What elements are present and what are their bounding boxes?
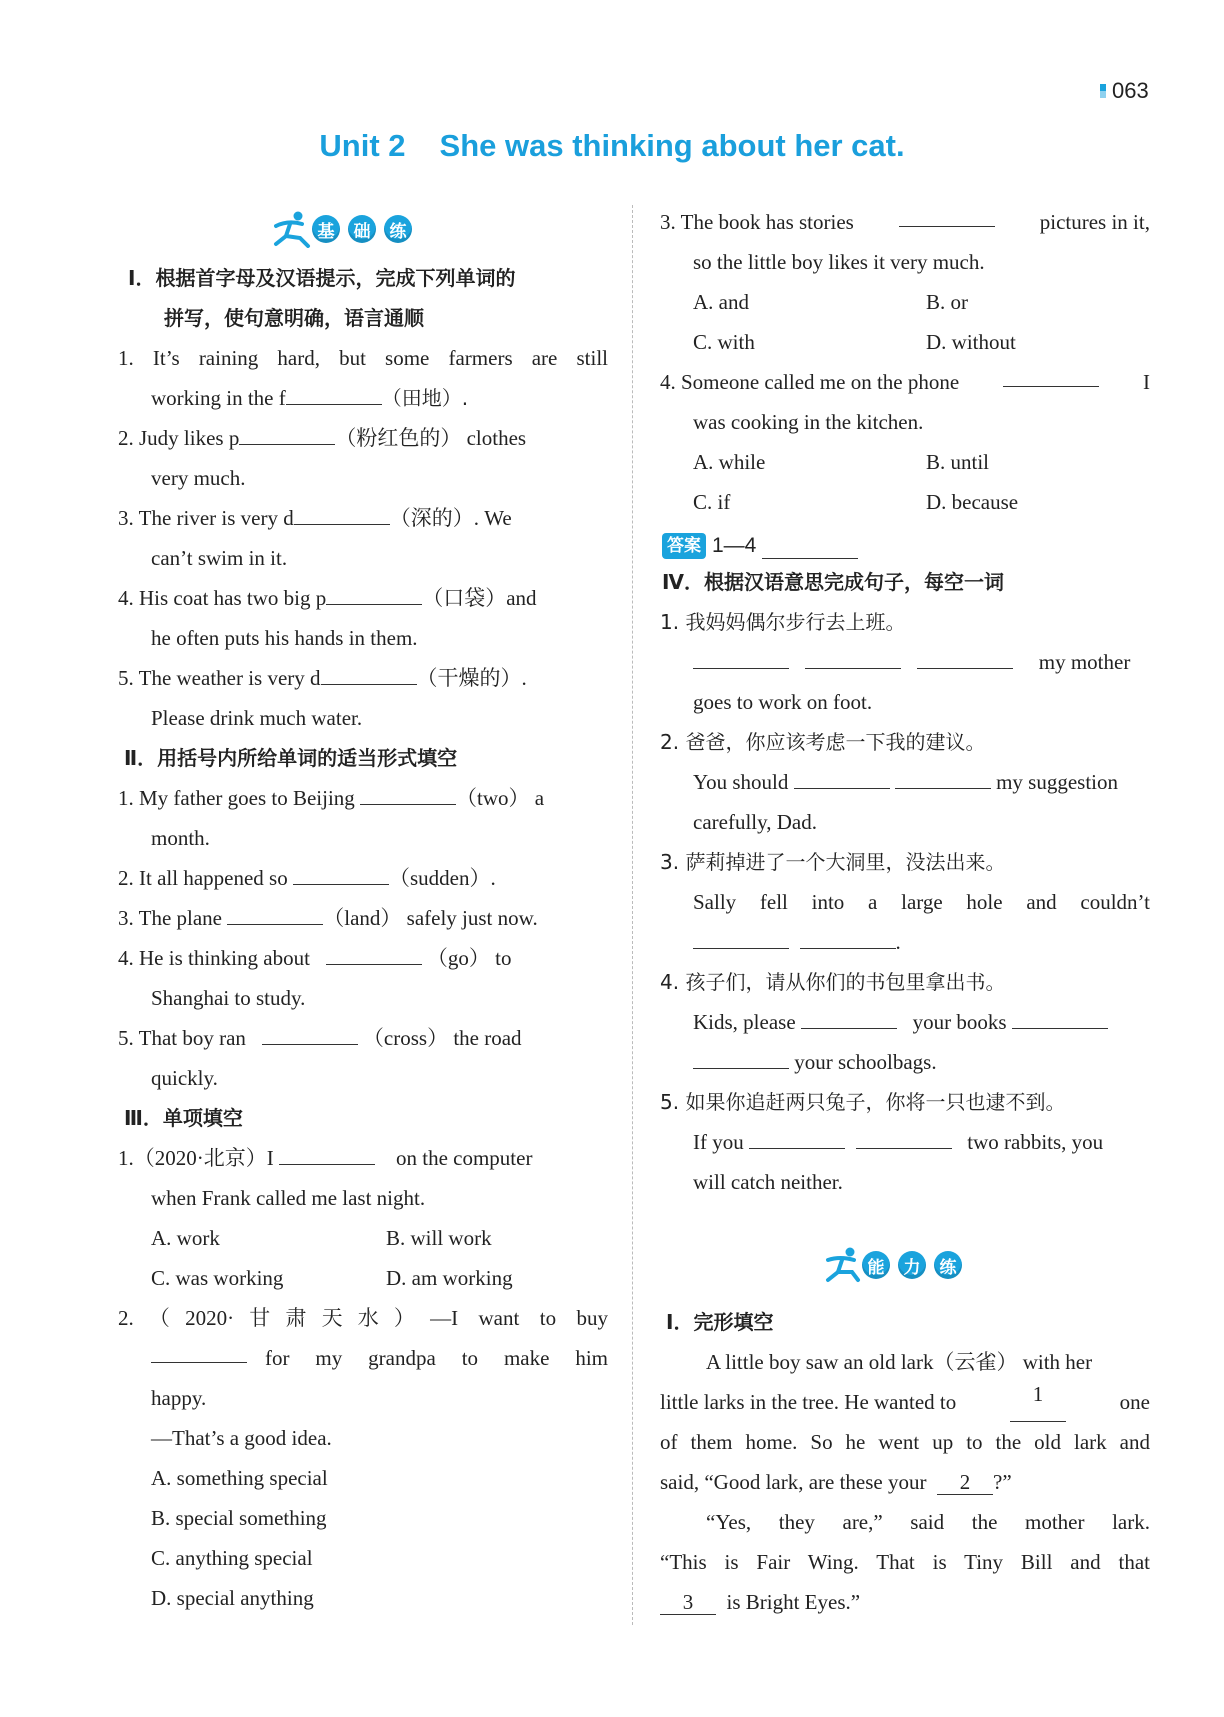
runner-icon: [272, 210, 312, 248]
option-a[interactable]: A. and: [693, 290, 749, 314]
badge-ability-practice: [822, 1246, 970, 1284]
s2-q3: 3. The plane （land） safely just now.: [118, 898, 538, 938]
option-b[interactable]: B. until: [926, 450, 990, 474]
answer-blank[interactable]: [917, 644, 1013, 669]
badge-char: 能: [862, 1251, 890, 1279]
answer-blank[interactable]: [749, 1124, 845, 1149]
option-d[interactable]: D. am working: [386, 1266, 513, 1290]
s4-q2-cont: carefully, Dad.: [693, 810, 817, 834]
answer-blank[interactable]: [151, 1338, 247, 1363]
cloze-blank[interactable]: 2: [937, 1470, 993, 1495]
s4-q4-chinese: 4. 孩子们，请从你们的书包里拿出书。: [660, 970, 1006, 994]
unit-title: Unit 2 She was thinking about her cat.: [319, 128, 905, 163]
cloze-blank[interactable]: 1: [1010, 1382, 1066, 1422]
s4-q3-chinese: 3. 萨莉掉进了一个大洞里，没法出来。: [660, 850, 1006, 874]
answer-row: 答案 1—4: [662, 526, 858, 566]
answer-blank[interactable]: [1012, 1004, 1108, 1029]
answer-blank[interactable]: [326, 580, 422, 605]
option-d[interactable]: D. special anything: [151, 1586, 314, 1610]
badge-char: 基: [312, 215, 340, 243]
s2-q4-cont: Shanghai to study.: [151, 986, 306, 1010]
s2-q1: 1. My father goes to Beijing （two） a: [118, 778, 544, 818]
s1-q1-cont: working in the f （田地）.: [151, 378, 468, 418]
s4-q2-chinese: 2. 爸爸，你应该考虑一下我的建议。: [660, 730, 986, 754]
answer-blank[interactable]: [279, 1140, 375, 1165]
s1-q5-cont: Please drink much water.: [151, 706, 363, 730]
section-3-title: Ⅲ．单项填空: [124, 1106, 243, 1130]
s3-q1-cont: when Frank called me last night.: [151, 1186, 426, 1210]
answer-blank[interactable]: [801, 1004, 897, 1029]
answer-blank[interactable]: [800, 924, 896, 949]
section-1-title: Ⅰ．根据首字母及汉语提示，完成下列单词的: [128, 266, 516, 290]
s1-q2: 2. Judy likes p （粉红色的） clothes: [118, 418, 526, 458]
s4-q5-chinese: 5. 如果你追赶两只兔子，你将一只也逮不到。: [660, 1090, 1066, 1114]
badge-char: 力: [898, 1251, 926, 1279]
option-d[interactable]: D. without: [926, 330, 1016, 354]
s1-q3: 3. The river is very d （深的）. We: [118, 498, 512, 538]
cloze-line: A little boy saw an old lark（云雀） with her: [706, 1350, 1093, 1374]
answer-blank[interactable]: [895, 764, 991, 789]
answer-blank[interactable]: [762, 534, 858, 559]
s1-q4: 4. His coat has two big p （口袋）and: [118, 578, 537, 618]
answer-blank[interactable]: [693, 924, 789, 949]
answer-blank[interactable]: [693, 644, 789, 669]
answer-blank[interactable]: [293, 860, 389, 885]
cloze-line: “Yes, they are,” said the mother lark.: [706, 1510, 1150, 1534]
cloze-line: “This is Fair Wing. That is Tiny Bill and that: [660, 1550, 1150, 1574]
s1-q5: 5. The weather is very d （干燥的）.: [118, 658, 527, 698]
s1-q4-cont: he often puts his hands in them.: [151, 626, 418, 650]
s4-q4-english: Kids, please your books: [693, 1002, 1108, 1042]
s4-q5-cont: will catch neither.: [693, 1170, 843, 1194]
s1-q2-cont: very much.: [151, 466, 246, 490]
s3-q3: 3. The book has stories pictures in it,: [660, 202, 1150, 242]
s3-q2-cont2: happy.: [151, 1386, 207, 1410]
s4-q5-english: If you two rabbits, you: [693, 1122, 1103, 1162]
answer-blank[interactable]: [360, 780, 456, 805]
badge-char: 础: [348, 215, 376, 243]
answer-blank[interactable]: [794, 764, 890, 789]
answer-blank[interactable]: [286, 380, 382, 405]
answer-blank[interactable]: [326, 940, 422, 965]
badge-char: 练: [384, 215, 412, 243]
option-a[interactable]: A. work: [151, 1226, 220, 1250]
cloze-line: said, “Good lark, are these your 2 ?”: [660, 1470, 1012, 1494]
answer-blank[interactable]: [1003, 362, 1099, 387]
answer-blank[interactable]: [239, 420, 335, 445]
answer-blank[interactable]: [805, 644, 901, 669]
page-number: 063: [1100, 78, 1149, 104]
answer-tag: 答案: [662, 533, 706, 559]
s2-q4: 4. He is thinking about （go） to: [118, 938, 512, 978]
s3-q2: 2.（2020·甘肃天水）—I want to buy: [118, 1306, 608, 1330]
option-a[interactable]: A. something special: [151, 1466, 328, 1490]
option-c[interactable]: C. if: [693, 490, 731, 514]
section-5-title: Ⅰ．完形填空: [666, 1310, 774, 1334]
s4-q2-english: You should my suggestion: [693, 762, 1118, 802]
column-divider: [632, 205, 633, 1625]
s3-q2-cont: for my grandpa to make him: [151, 1338, 608, 1378]
answer-blank[interactable]: [262, 1020, 358, 1045]
option-d[interactable]: D. because: [926, 490, 1019, 514]
cloze-line: little larks in the tree. He wanted to 1 one: [660, 1382, 1150, 1422]
answer-blank[interactable]: [856, 1124, 952, 1149]
s4-q4-cont: your schoolbags.: [693, 1042, 937, 1082]
option-b[interactable]: B. special something: [151, 1506, 327, 1530]
s4-q1-english: my mother: [693, 642, 1130, 682]
answer-blank[interactable]: [227, 900, 323, 925]
s1-q3-cont: can’t swim in it.: [151, 546, 288, 570]
s2-q2: 2. It all happened so （sudden）.: [118, 858, 496, 898]
section-2-title: Ⅱ．用括号内所给单词的适当形式填空: [124, 746, 458, 770]
s1-q1: 1. It’s raining hard, but some farmers are still: [118, 346, 608, 370]
answer-blank[interactable]: [294, 500, 390, 525]
option-a[interactable]: A. while: [693, 450, 766, 474]
cloze-blank[interactable]: 3: [660, 1590, 716, 1615]
answer-blank[interactable]: [899, 202, 995, 227]
s3-q3-cont: so the little boy likes it very much.: [693, 250, 985, 274]
answer-blank[interactable]: [693, 1044, 789, 1069]
option-c[interactable]: C. anything special: [151, 1546, 313, 1570]
s3-q4: 4. Someone called me on the phone I: [660, 362, 1150, 402]
option-b[interactable]: B. will work: [386, 1226, 492, 1250]
section-1-title-cont: 拼写，使句意明确，语言通顺: [164, 306, 424, 330]
option-c[interactable]: C. was working: [151, 1266, 284, 1290]
option-c[interactable]: C. with: [693, 330, 755, 354]
cloze-line: of them home. So he went up to the old lark and: [660, 1430, 1150, 1454]
s4-q3-cont: .: [693, 922, 901, 962]
s4-q3-english: Sally fell into a large hole and couldn’t: [693, 890, 1150, 914]
s4-q1-cont: goes to work on foot.: [693, 690, 873, 714]
s3-q4-cont: was cooking in the kitchen.: [693, 410, 924, 434]
s2-q5: 5. That boy ran （cross） the road: [118, 1018, 522, 1058]
badge-basic-practice: [272, 210, 420, 248]
runner-icon: [822, 1246, 862, 1284]
cloze-line: 3 is Bright Eyes.”: [660, 1582, 860, 1622]
option-b[interactable]: B. or: [926, 290, 968, 314]
s3-q2-reply: —That’s a good idea.: [151, 1426, 332, 1450]
s4-q1-chinese: 1. 我妈妈偶尔步行去上班。: [660, 610, 906, 634]
answer-blank[interactable]: [321, 660, 417, 685]
s2-q1-cont: month.: [151, 826, 210, 850]
section-4-title: Ⅳ．根据汉语意思完成句子，每空一词: [662, 570, 1004, 594]
s3-q1: 1.（2020·北京）I on the computer: [118, 1138, 532, 1178]
s2-q5-cont: quickly.: [151, 1066, 218, 1090]
badge-char: 练: [934, 1251, 962, 1279]
